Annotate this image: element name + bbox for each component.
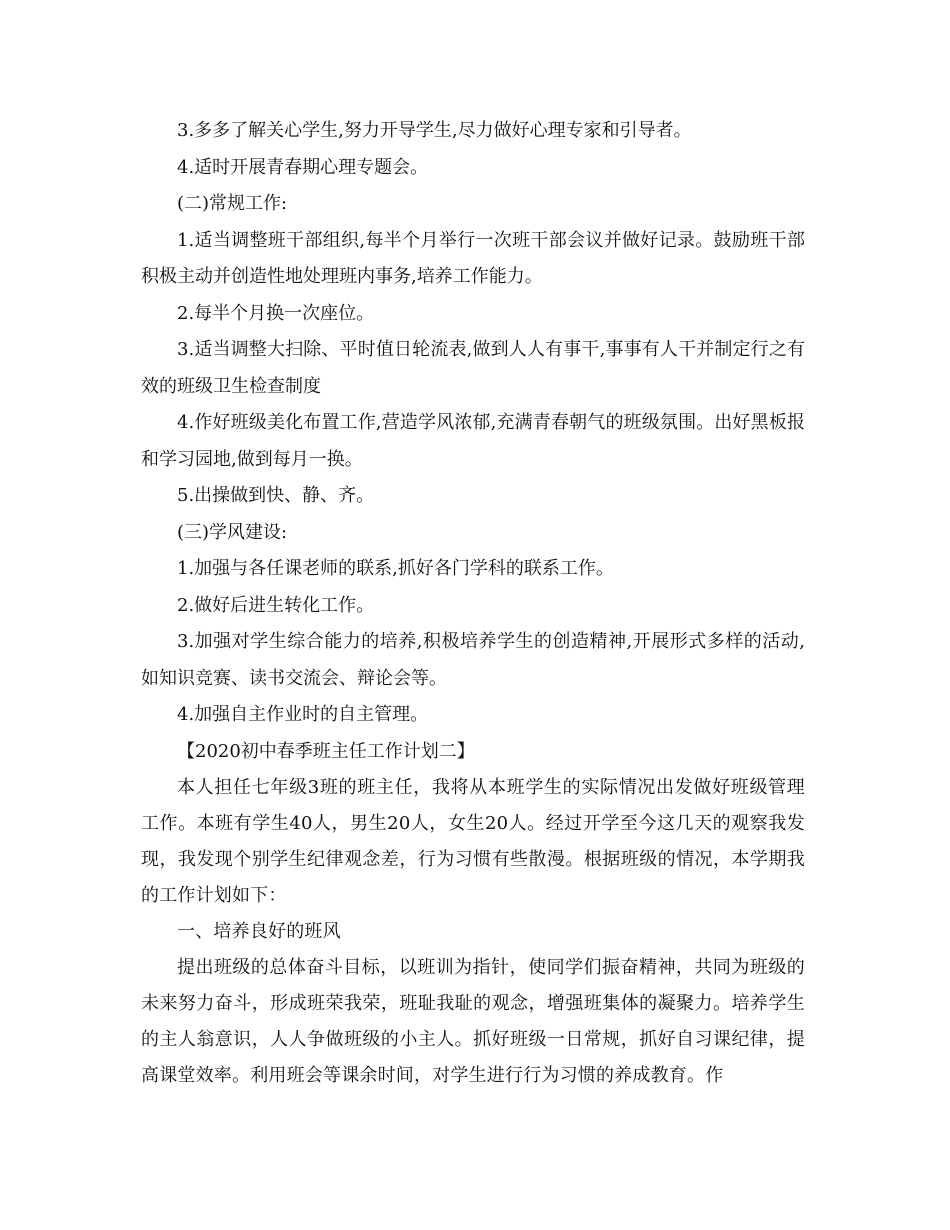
section-heading-study-style: (三)学风建设: xyxy=(177,521,288,543)
paragraph-routine-5: 5.出操做到快、静、齐。 xyxy=(177,485,375,506)
paragraph-study-4: 4.加强自主作业时的自主管理。 xyxy=(177,704,429,725)
paragraph-study-1: 1.加强与各任课老师的联系,抓好各门学科的联系工作。 xyxy=(177,558,614,579)
paragraph-item-3: 3.多多了解关心学生,努力开导学生,尽力做好心理专家和引导者。 xyxy=(177,120,692,141)
paragraph-routine-4: 4.作好班级美化布置工作,营造学风浓郁,充满青春朝气的班级氛围。出好黑板报和学习园地,做到每月一换。 xyxy=(141,412,805,470)
paragraph-item-4: 4.适时开展青春期心理专题会。 xyxy=(177,156,429,178)
document-body xyxy=(141,113,805,1094)
paragraph-study-2: 2.做好后进生转化工作。 xyxy=(177,594,375,616)
paragraph-class-style: 提出班级的总体奋斗目标，以班训为指针，使同学们振奋精神，共同为班级的未来努力奋斗，形成班荣我荣，班耻我耻的观念，增强班集体的凝聚力。培养学生的主人翁意识，人人争做班级的小主人。抓好班级一日常规，抓好自习课纪律，提高课堂效率。利用班会等课余时间，对学生进行行为习惯的养成教育。作 xyxy=(141,957,805,1086)
paragraph-routine-1: 1.适当调整班干部组织,每半个月举行一次班干部会议并做好记录。鼓励班干部积极主动并创造性地处理班内事务,培养工作能力。 xyxy=(141,229,805,287)
paragraph-routine-3: 3.适当调整大扫除、平时值日轮流表,做到人人有事干,事事有人干并制定行之有效的班级卫生检查制度 xyxy=(141,339,805,397)
paragraph-study-3: 3.加强对学生综合能力的培养,积极培养学生的创造精神,开展形式多样的活动,如知识竞赛、读书交流会、辩论会等。 xyxy=(141,631,805,689)
plan-two-title: 【2020初中春季班主任工作计划二】 xyxy=(177,740,475,762)
section-heading-routine-work: (二)常规工作: xyxy=(177,193,288,214)
section-heading-class-style: 一、培养良好的班风 xyxy=(177,921,341,942)
plan-two-intro: 本人担任七年级3班的班主任，我将从本班学生的实际情况出发做好班级管理工作。本班有学生40人，男生20人，女生20人。经过开学至今这几天的观察我发现，我发现个别学生纪律观念差，行为习惯有些散漫。根据班级的情况，本学期我的工作计划如下： xyxy=(141,777,805,906)
paragraph-routine-2: 2.每半个月换一次座位。 xyxy=(177,302,375,324)
